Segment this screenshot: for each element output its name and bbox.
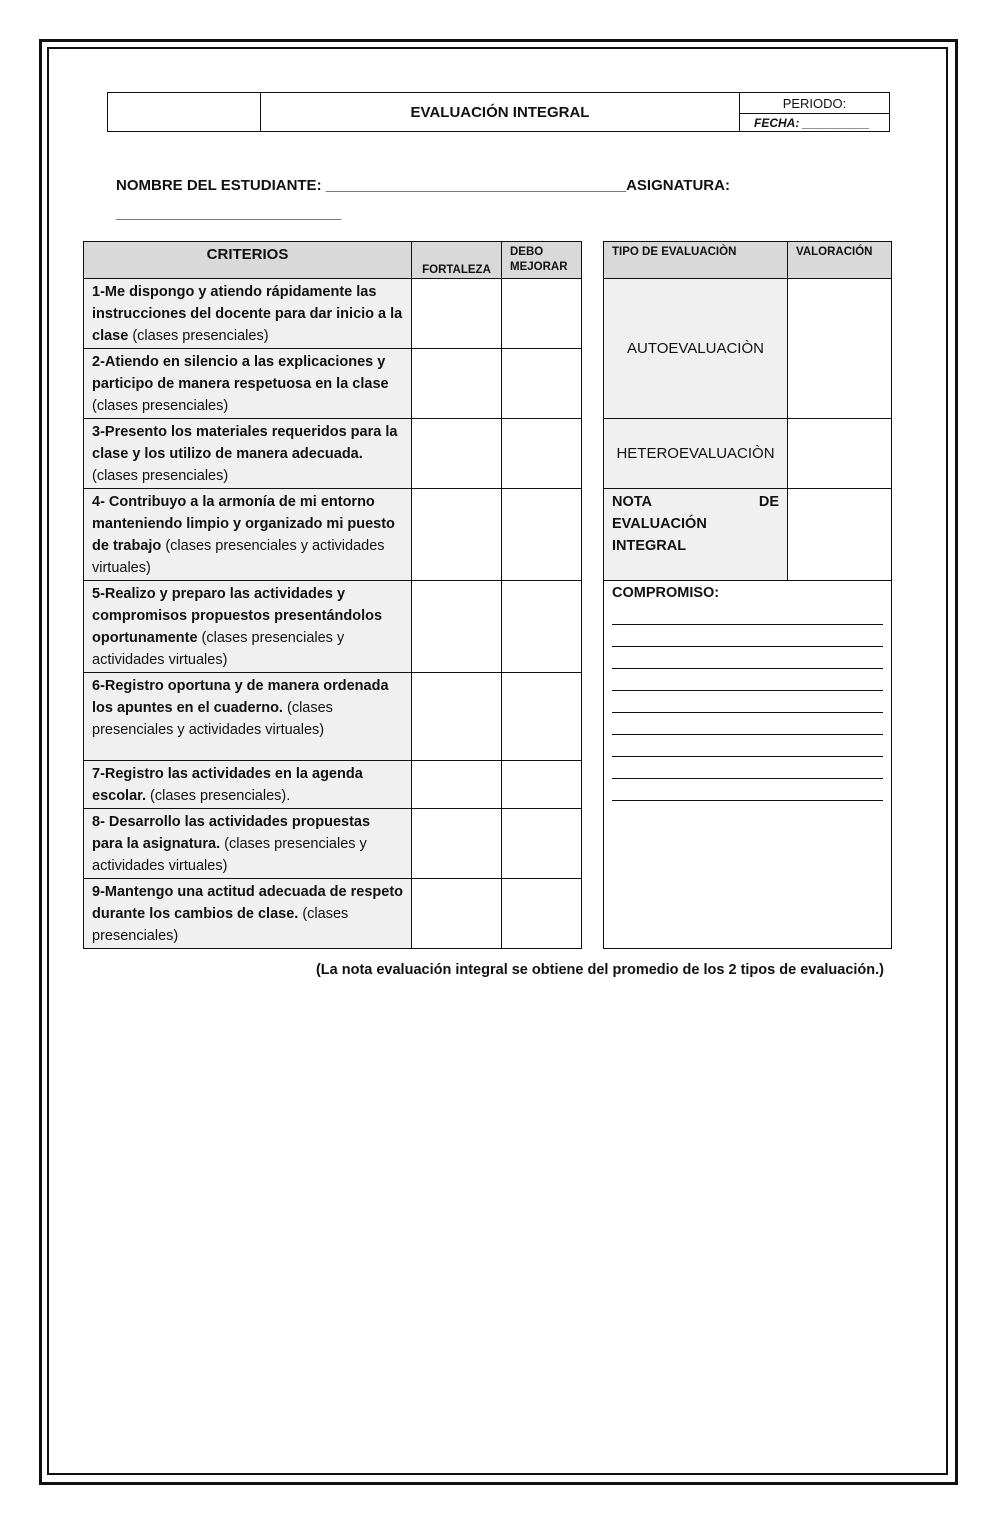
debo-cell-3[interactable] bbox=[502, 419, 582, 489]
debo-cell-6[interactable] bbox=[502, 673, 582, 761]
criterion-4: 4- Contribuyo a la armonía de mi entorno manteniendo limpio y organizado mi puesto de trabajo (clases presenciales y actividades virtuales) bbox=[84, 489, 412, 581]
fortaleza-cell-5[interactable] bbox=[412, 581, 502, 673]
compromiso-line[interactable] bbox=[612, 603, 883, 625]
header-table bbox=[107, 92, 890, 132]
fortaleza-cell-9[interactable] bbox=[412, 879, 502, 949]
criterion-7: 7-Registro las actividades en la agenda escolar. (clases presenciales). bbox=[84, 761, 412, 809]
column-gap bbox=[582, 242, 604, 279]
col-tipo-evaluacion: TIPO DE EVALUACIÒN bbox=[604, 242, 788, 279]
fortaleza-cell-7[interactable] bbox=[412, 761, 502, 809]
compromiso-box[interactable] bbox=[604, 581, 892, 949]
nota-evaluacion-integral-score[interactable] bbox=[788, 489, 892, 581]
nombre-field[interactable]: ____________________________________ bbox=[325, 177, 627, 194]
periodo-field[interactable]: PERIODO: bbox=[740, 93, 889, 114]
heteroevaluacion-score[interactable] bbox=[788, 419, 892, 489]
criterion-8: 8- Desarrollo las actividades propuestas para la asignatura. (clases presenciales y actividades virtuales) bbox=[84, 809, 412, 879]
nota-evaluacion-integral-label: NOTA DE EVALUACIÓN INTEGRAL bbox=[604, 489, 788, 581]
fortaleza-cell-1[interactable] bbox=[412, 279, 502, 349]
debo-cell-4[interactable] bbox=[502, 489, 582, 581]
header-logo-cell bbox=[108, 93, 261, 131]
compromiso-label: COMPROMISO: bbox=[612, 585, 720, 601]
fortaleza-cell-8[interactable] bbox=[412, 809, 502, 879]
student-info bbox=[116, 172, 876, 228]
debo-cell-8[interactable] bbox=[502, 809, 582, 879]
compromiso-line[interactable] bbox=[612, 691, 883, 713]
fortaleza-cell-2[interactable] bbox=[412, 349, 502, 419]
col-valoracion: VALORACIÓN bbox=[788, 242, 892, 279]
compromiso-line[interactable] bbox=[612, 669, 883, 691]
compromiso-line[interactable] bbox=[612, 735, 883, 757]
criterion-5: 5-Realizo y preparo las actividades y compromisos propuestos presentándolos oportunamente (clases presenciales y actividades virtuales) bbox=[84, 581, 412, 673]
header-meta bbox=[740, 93, 889, 131]
criterion-1: 1-Me dispongo y atiendo rápidamente las instrucciones del docente para dar inicio a la clase (clases presenciales) bbox=[84, 279, 412, 349]
fortaleza-cell-3[interactable] bbox=[412, 419, 502, 489]
asignatura-label: ASIGNATURA: bbox=[626, 177, 730, 194]
debo-cell-1[interactable] bbox=[502, 279, 582, 349]
autoevaluacion-score[interactable] bbox=[788, 279, 892, 419]
debo-cell-9[interactable] bbox=[502, 879, 582, 949]
criterion-2: 2-Atiendo en silencio a las explicaciones y participo de manera respetuosa en la clase (clases presenciales) bbox=[84, 349, 412, 419]
fecha-field[interactable]: FECHA: __________ bbox=[754, 115, 870, 130]
criterion-9: 9-Mantengo una actitud adecuada de respeto durante los cambios de clase. (clases presenciales) bbox=[84, 879, 412, 949]
compromiso-line[interactable] bbox=[612, 757, 883, 779]
page-title: EVALUACIÓN INTEGRAL bbox=[261, 93, 740, 131]
col-fortaleza: FORTALEZA bbox=[412, 242, 502, 279]
nombre-label: NOMBRE DEL ESTUDIANTE: bbox=[116, 177, 326, 194]
heteroevaluacion-label: HETEROEVALUACIÒN bbox=[604, 419, 788, 489]
debo-cell-2[interactable] bbox=[502, 349, 582, 419]
footnote: (La nota evaluación integral se obtiene del promedio de los 2 tipos de evaluación.) bbox=[315, 962, 884, 978]
criterion-3: 3-Presento los materiales requeridos para la clase y los utilizo de manera adecuada. (clases presenciales) bbox=[84, 419, 412, 489]
compromiso-line[interactable] bbox=[612, 647, 883, 669]
debo-cell-7[interactable] bbox=[502, 761, 582, 809]
col-debo-mejorar: DEBO MEJORAR bbox=[502, 242, 582, 279]
compromiso-line[interactable] bbox=[612, 625, 883, 647]
fortaleza-cell-6[interactable] bbox=[412, 673, 502, 761]
criteria-table bbox=[83, 241, 892, 949]
asignatura-field[interactable]: ___________________________ bbox=[116, 205, 342, 222]
criterion-6: 6-Registro oportuna y de manera ordenada los apuntes en el cuaderno. (clases presenciales y actividades virtuales) bbox=[84, 673, 412, 761]
col-criterios: CRITERIOS bbox=[84, 242, 412, 279]
fortaleza-cell-4[interactable] bbox=[412, 489, 502, 581]
autoevaluacion-label: AUTOEVALUACIÒN bbox=[604, 279, 788, 419]
column-gap-body bbox=[582, 279, 604, 949]
debo-cell-5[interactable] bbox=[502, 581, 582, 673]
compromiso-line[interactable] bbox=[612, 713, 883, 735]
compromiso-line[interactable] bbox=[612, 779, 883, 801]
